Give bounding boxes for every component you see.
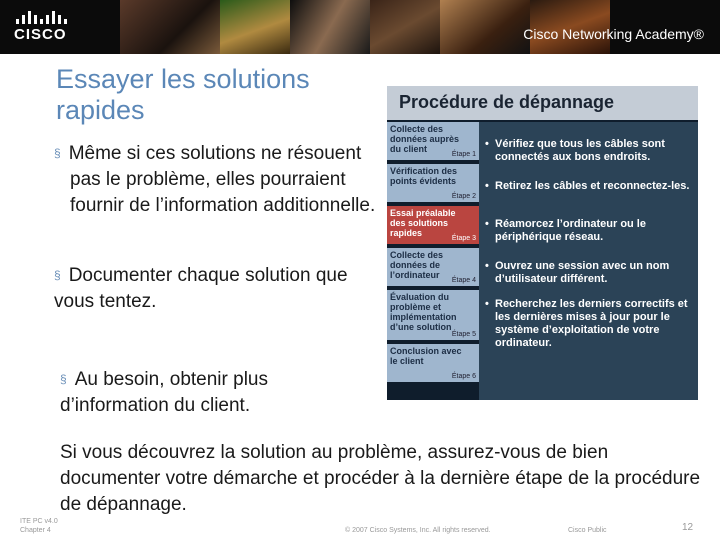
bullet-item	[60, 366, 380, 419]
bullet-item	[54, 262, 384, 315]
step-number: Étape 6	[451, 373, 476, 380]
slide-title: Essayer les solutions rapides	[56, 64, 310, 125]
bullet-text: Documenter chaque solution que vous tentez.	[54, 265, 348, 312]
diagram-title: Procédure de dépannage	[399, 92, 615, 112]
header-banner	[0, 0, 720, 54]
header-photo	[220, 0, 290, 54]
step-label: Vérification des points évidents	[390, 166, 458, 186]
step-4	[387, 248, 479, 288]
logo-text: CISCO	[14, 26, 67, 43]
step-6	[387, 344, 479, 384]
footer-copyright: © 2007 Cisco Systems, Inc. All rights reserved.	[345, 527, 491, 534]
step-label: Essai préalable des solutions rapides	[390, 208, 456, 238]
page-number: 12	[682, 522, 694, 533]
action-item: • Réamorcez l’ordinateur ou le périphérique réseau.	[485, 218, 693, 244]
action-item: • Vérifiez que tous les câbles sont connectés aux bons endroits.	[485, 138, 693, 164]
footer-chapter: Chapter 4	[20, 527, 51, 534]
bullet-marker: §	[60, 372, 67, 386]
action-item: • Ouvrez une session avec un nom d’utilisateur différent.	[485, 260, 693, 286]
step-3-highlighted	[387, 206, 479, 246]
cisco-bridge-icon	[16, 10, 72, 24]
step-number: Étape 2	[451, 193, 476, 200]
bullet-marker: §	[54, 146, 61, 160]
header-photo	[120, 0, 220, 54]
diagram-title-bar	[387, 86, 698, 120]
step-1	[387, 122, 479, 162]
actions-panel	[479, 122, 698, 400]
header-photo	[370, 0, 440, 54]
header-photo	[290, 0, 370, 54]
step-label: Évaluation du problème et implémentation d’une solution	[390, 292, 457, 332]
step-label: Conclusion avec le client	[390, 346, 462, 366]
bullet-marker: §	[54, 268, 61, 282]
summary-paragraph: Si vous découvrez la solution au problème, assurez-vous de bien documenter votre démarche et procéder à la dernière étape de la procédure de dépannage.	[60, 442, 701, 515]
step-number: Étape 3	[451, 235, 476, 242]
action-item: • Retirez les câbles et reconnectez-les.	[485, 180, 693, 193]
step-label: Collecte des données auprès du client	[390, 124, 460, 154]
step-number: Étape 1	[451, 151, 476, 158]
cisco-logo	[12, 8, 82, 48]
footer-course: ITE PC v4.0	[20, 518, 58, 525]
step-2	[387, 164, 479, 204]
step-number: Étape 5	[451, 331, 476, 338]
academy-wordmark: Cisco Networking Academy®	[523, 26, 704, 42]
action-item: • Recherchez les derniers correctifs et les dernières mises à jour pour le système d’exploitation de votre ordinateur.	[485, 298, 693, 350]
troubleshooting-diagram	[387, 86, 698, 400]
step-5	[387, 290, 479, 342]
bullet-text: Au besoin, obtenir plus d’information du client.	[60, 369, 268, 416]
header-photo	[440, 0, 530, 54]
bullet-text: Même si ces solutions ne résouent pas le problème, elles pourraient fournir de l’information additionnelle.	[68, 143, 376, 216]
step-label: Collecte des données de l’ordinateur	[390, 250, 444, 280]
step-number: Étape 4	[451, 277, 476, 284]
footer-classification: Cisco Public	[568, 527, 607, 534]
bullet-item	[54, 140, 384, 219]
